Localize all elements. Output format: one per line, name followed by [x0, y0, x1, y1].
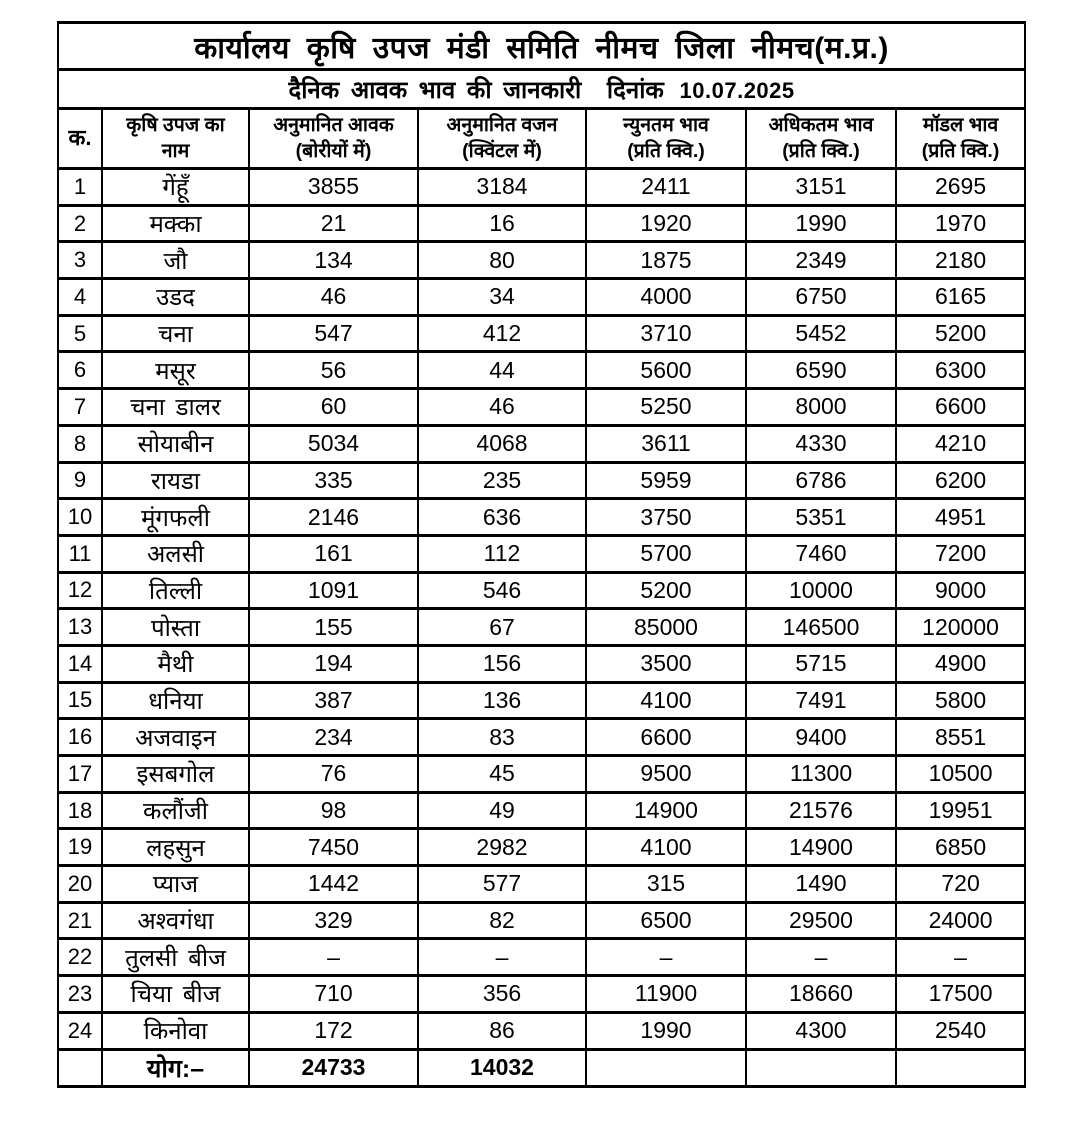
min-price-cell: 3750 [586, 499, 746, 536]
arrival-cell: 194 [249, 645, 418, 682]
modal-price-cell: 6300 [896, 352, 1025, 389]
commodity-name-cell: चिया बीज [102, 976, 249, 1013]
max-price-cell: 5351 [746, 499, 896, 536]
weight-cell: 2982 [418, 829, 586, 866]
table-row [58, 939, 1025, 976]
table-row [58, 572, 1025, 609]
row-sn-cell: 6 [58, 352, 102, 389]
total-min-price-cell [586, 1049, 746, 1086]
commodity-name-cell: कलौंजी [102, 792, 249, 829]
table-row [58, 499, 1025, 536]
arrival-cell: – [249, 939, 418, 976]
table-row [58, 389, 1025, 426]
modal-price-cell: 4900 [896, 645, 1025, 682]
arrival-cell: 387 [249, 682, 418, 719]
modal-price-cell: 1970 [896, 205, 1025, 242]
weight-cell: 235 [418, 462, 586, 499]
arrival-cell: 234 [249, 719, 418, 756]
min-price-cell: 1990 [586, 1012, 746, 1049]
weight-cell: 3184 [418, 169, 586, 206]
arrival-cell: 1091 [249, 572, 418, 609]
table-row [58, 792, 1025, 829]
total-modal-price-cell [896, 1049, 1025, 1086]
row-sn-cell: 7 [58, 389, 102, 426]
modal-price-cell: 10500 [896, 756, 1025, 793]
min-price-cell: 4100 [586, 829, 746, 866]
table-row [58, 205, 1025, 242]
weight-cell: 80 [418, 242, 586, 279]
row-sn-cell: 23 [58, 976, 102, 1013]
min-price-cell: 6500 [586, 902, 746, 939]
modal-price-cell: 6850 [896, 829, 1025, 866]
column-header-modal-price: मॉडल भाव (प्रति क्वि.) [896, 109, 1025, 169]
commodity-name-cell: चना [102, 315, 249, 352]
row-sn-cell: 12 [58, 572, 102, 609]
commodity-name-cell: तुलसी बीज [102, 939, 249, 976]
row-sn-cell: 18 [58, 792, 102, 829]
max-price-cell: 18660 [746, 976, 896, 1013]
total-serial-cell [58, 1049, 102, 1086]
commodity-name-cell: प्याज [102, 866, 249, 903]
date-label: दिनांक [606, 76, 664, 104]
table-row [58, 425, 1025, 462]
table-row [58, 462, 1025, 499]
max-price-cell: 3151 [746, 169, 896, 206]
table-row [58, 279, 1025, 316]
arrival-cell: 335 [249, 462, 418, 499]
document-subtitle [58, 70, 1025, 109]
max-price-cell: 1990 [746, 205, 896, 242]
min-price-cell: 6600 [586, 719, 746, 756]
weight-cell: 136 [418, 682, 586, 719]
table-row [58, 976, 1025, 1013]
arrival-cell: 134 [249, 242, 418, 279]
min-price-cell: 2411 [586, 169, 746, 206]
weight-cell: 356 [418, 976, 586, 1013]
column-header-weight: अनुमानित वजन (क्विंटल में) [418, 109, 586, 169]
min-price-cell: 11900 [586, 976, 746, 1013]
mandi-rate-table [57, 21, 1026, 1088]
max-price-cell: 6786 [746, 462, 896, 499]
modal-price-cell: 7200 [896, 535, 1025, 572]
weight-cell: 67 [418, 609, 586, 646]
arrival-cell: 21 [249, 205, 418, 242]
row-sn-cell: 14 [58, 645, 102, 682]
weight-cell: 412 [418, 315, 586, 352]
min-price-cell: 5959 [586, 462, 746, 499]
date-value: 10.07.2025 [679, 77, 795, 103]
max-price-cell: 6590 [746, 352, 896, 389]
min-price-cell: 4100 [586, 682, 746, 719]
weight-cell: 49 [418, 792, 586, 829]
modal-price-cell: 720 [896, 866, 1025, 903]
weight-cell: 16 [418, 205, 586, 242]
max-price-cell: 7460 [746, 535, 896, 572]
weight-cell: 86 [418, 1012, 586, 1049]
min-price-cell: 3500 [586, 645, 746, 682]
max-price-cell: 29500 [746, 902, 896, 939]
modal-price-cell: 6200 [896, 462, 1025, 499]
modal-price-cell: 2695 [896, 169, 1025, 206]
table-row [58, 315, 1025, 352]
modal-price-cell: 4951 [896, 499, 1025, 536]
row-sn-cell: 15 [58, 682, 102, 719]
commodity-name-cell: किनोवा [102, 1012, 249, 1049]
weight-cell: – [418, 939, 586, 976]
min-price-cell: 5700 [586, 535, 746, 572]
max-price-cell: 146500 [746, 609, 896, 646]
weight-cell: 577 [418, 866, 586, 903]
max-price-cell: 7491 [746, 682, 896, 719]
max-price-cell: 9400 [746, 719, 896, 756]
min-price-cell: 85000 [586, 609, 746, 646]
weight-cell: 546 [418, 572, 586, 609]
table-row [58, 756, 1025, 793]
row-sn-cell: 10 [58, 499, 102, 536]
max-price-cell: 2349 [746, 242, 896, 279]
min-price-cell: 3710 [586, 315, 746, 352]
arrival-cell: 5034 [249, 425, 418, 462]
commodity-name-cell: मैथी [102, 645, 249, 682]
commodity-name-cell: धनिया [102, 682, 249, 719]
arrival-cell: 155 [249, 609, 418, 646]
arrival-cell: 3855 [249, 169, 418, 206]
table-row [58, 535, 1025, 572]
arrival-cell: 46 [249, 279, 418, 316]
arrival-cell: 56 [249, 352, 418, 389]
commodity-name-cell: इसबगोल [102, 756, 249, 793]
commodity-name-cell: मूंगफली [102, 499, 249, 536]
arrival-cell: 98 [249, 792, 418, 829]
commodity-name-cell: पोस्ता [102, 609, 249, 646]
modal-price-cell: 19951 [896, 792, 1025, 829]
min-price-cell: 315 [586, 866, 746, 903]
weight-cell: 83 [418, 719, 586, 756]
modal-price-cell: 2540 [896, 1012, 1025, 1049]
table-row [58, 352, 1025, 389]
row-sn-cell: 11 [58, 535, 102, 572]
commodity-name-cell: रायडा [102, 462, 249, 499]
row-sn-cell: 22 [58, 939, 102, 976]
min-price-cell: 3611 [586, 425, 746, 462]
arrival-cell: 161 [249, 535, 418, 572]
modal-price-cell: 4210 [896, 425, 1025, 462]
commodity-name-cell: चना डालर [102, 389, 249, 426]
commodity-name-cell: मसूर [102, 352, 249, 389]
arrival-cell: 172 [249, 1012, 418, 1049]
modal-price-cell: 2180 [896, 242, 1025, 279]
subtitle-text: दैनिक आवक भाव की जानकारी [288, 76, 582, 104]
total-label-cell: योग:– [102, 1049, 249, 1086]
row-sn-cell: 3 [58, 242, 102, 279]
row-sn-cell: 1 [58, 169, 102, 206]
min-price-cell: 5600 [586, 352, 746, 389]
commodity-name-cell: लहसुन [102, 829, 249, 866]
weight-cell: 82 [418, 902, 586, 939]
weight-cell: 636 [418, 499, 586, 536]
column-header-max-price: अधिकतम भाव (प्रति क्वि.) [746, 109, 896, 169]
max-price-cell: 1490 [746, 866, 896, 903]
row-sn-cell: 9 [58, 462, 102, 499]
row-sn-cell: 2 [58, 205, 102, 242]
column-header-commodity: कृषि उपज का नाम [102, 109, 249, 169]
commodity-name-cell: मक्का [102, 205, 249, 242]
max-price-cell: 4330 [746, 425, 896, 462]
column-header-serial: क. [58, 109, 102, 169]
max-price-cell: 6750 [746, 279, 896, 316]
min-price-cell: 5200 [586, 572, 746, 609]
row-sn-cell: 19 [58, 829, 102, 866]
title-row [58, 23, 1025, 70]
modal-price-cell: 5200 [896, 315, 1025, 352]
column-header-arrival: अनुमानित आवक (बोरीयों में) [249, 109, 418, 169]
row-sn-cell: 21 [58, 902, 102, 939]
max-price-cell: 11300 [746, 756, 896, 793]
max-price-cell: – [746, 939, 896, 976]
min-price-cell: 5250 [586, 389, 746, 426]
max-price-cell: 4300 [746, 1012, 896, 1049]
row-sn-cell: 24 [58, 1012, 102, 1049]
row-sn-cell: 13 [58, 609, 102, 646]
min-price-cell: 4000 [586, 279, 746, 316]
weight-cell: 112 [418, 535, 586, 572]
arrival-cell: 60 [249, 389, 418, 426]
total-row [58, 1049, 1025, 1086]
row-sn-cell: 8 [58, 425, 102, 462]
table-row [58, 902, 1025, 939]
min-price-cell: 9500 [586, 756, 746, 793]
modal-price-cell: 9000 [896, 572, 1025, 609]
commodity-name-cell: अलसी [102, 535, 249, 572]
modal-price-cell: 5800 [896, 682, 1025, 719]
table-row [58, 682, 1025, 719]
weight-cell: 44 [418, 352, 586, 389]
table-row [58, 1012, 1025, 1049]
table-header-row [58, 109, 1025, 169]
table-row [58, 169, 1025, 206]
commodity-name-cell: उडद [102, 279, 249, 316]
commodity-name-cell: जौ [102, 242, 249, 279]
total-arrival-cell: 24733 [249, 1049, 418, 1086]
weight-cell: 34 [418, 279, 586, 316]
min-price-cell: 1920 [586, 205, 746, 242]
row-sn-cell: 16 [58, 719, 102, 756]
max-price-cell: 5715 [746, 645, 896, 682]
arrival-cell: 329 [249, 902, 418, 939]
modal-price-cell: 17500 [896, 976, 1025, 1013]
weight-cell: 156 [418, 645, 586, 682]
max-price-cell: 14900 [746, 829, 896, 866]
modal-price-cell: – [896, 939, 1025, 976]
commodity-name-cell: अजवाइन [102, 719, 249, 756]
max-price-cell: 10000 [746, 572, 896, 609]
arrival-cell: 547 [249, 315, 418, 352]
document-title: कार्यालय कृषि उपज मंडी समिति नीमच जिला नीमच(म.प्र.) [58, 23, 1025, 70]
row-sn-cell: 4 [58, 279, 102, 316]
weight-cell: 4068 [418, 425, 586, 462]
commodity-name-cell: गेंहूँ [102, 169, 249, 206]
commodity-name-cell: अश्वगंधा [102, 902, 249, 939]
table-row [58, 866, 1025, 903]
modal-price-cell: 120000 [896, 609, 1025, 646]
modal-price-cell: 6165 [896, 279, 1025, 316]
table-row [58, 645, 1025, 682]
table-row [58, 242, 1025, 279]
arrival-cell: 1442 [249, 866, 418, 903]
modal-price-cell: 24000 [896, 902, 1025, 939]
weight-cell: 46 [418, 389, 586, 426]
row-sn-cell: 17 [58, 756, 102, 793]
modal-price-cell: 8551 [896, 719, 1025, 756]
weight-cell: 45 [418, 756, 586, 793]
min-price-cell: – [586, 939, 746, 976]
arrival-cell: 76 [249, 756, 418, 793]
row-sn-cell: 20 [58, 866, 102, 903]
column-header-min-price: न्युनतम भाव (प्रति क्वि.) [586, 109, 746, 169]
max-price-cell: 8000 [746, 389, 896, 426]
table-row [58, 609, 1025, 646]
subtitle-row [58, 70, 1025, 109]
min-price-cell: 14900 [586, 792, 746, 829]
table-body [58, 169, 1025, 1050]
total-max-price-cell [746, 1049, 896, 1086]
min-price-cell: 1875 [586, 242, 746, 279]
max-price-cell: 21576 [746, 792, 896, 829]
arrival-cell: 7450 [249, 829, 418, 866]
total-weight-cell: 14032 [418, 1049, 586, 1086]
max-price-cell: 5452 [746, 315, 896, 352]
modal-price-cell: 6600 [896, 389, 1025, 426]
arrival-cell: 710 [249, 976, 418, 1013]
commodity-name-cell: तिल्ली [102, 572, 249, 609]
row-sn-cell: 5 [58, 315, 102, 352]
table-row [58, 829, 1025, 866]
table-row [58, 719, 1025, 756]
commodity-name-cell: सोयाबीन [102, 425, 249, 462]
arrival-cell: 2146 [249, 499, 418, 536]
